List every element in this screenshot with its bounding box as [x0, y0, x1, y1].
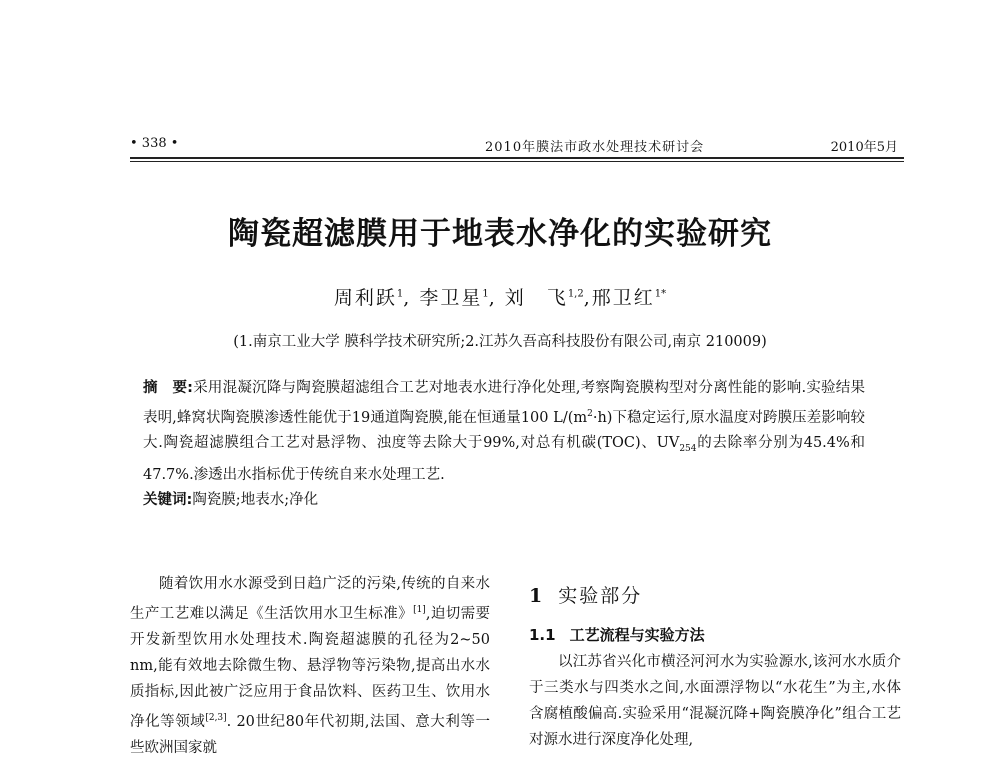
- running-header: [130, 134, 904, 156]
- subsection-heading: [529, 624, 705, 645]
- body-text: . 20世纪80年代初期,法国、意大利等一些欧洲国家就: [130, 713, 490, 756]
- publication-date: 2010年5月: [830, 140, 898, 155]
- abstract-block: [143, 376, 865, 514]
- author-list: 周利跃$^1$, 李卫星$^1$, 刘 飞$^{1,2}$,邢卫红$^{1*}$: [333, 287, 667, 309]
- citation: [1]: [413, 605, 426, 615]
- affiliation: (1.南京工业大学 膜科学技术研究所;2.江苏久吾高科技股份有限公司,南京 210009): [233, 334, 767, 350]
- author-name: 邢卫红: [591, 287, 655, 309]
- author-affiliation-mark: 1: [482, 288, 489, 300]
- section-heading: [529, 581, 642, 608]
- author-name: 李卫星: [419, 287, 483, 309]
- subsection-title: 工艺流程与实验方法: [569, 626, 705, 644]
- section-title: 实验部分: [558, 585, 643, 607]
- conference-name: 2010年膜法市政水处理技术研讨会: [485, 140, 705, 155]
- abstract-paragraph: [143, 376, 865, 488]
- subsection-number: 1.1: [529, 626, 556, 644]
- abstract-label: 摘 要:: [143, 380, 193, 396]
- author-affiliation-mark: 1,2: [567, 288, 584, 300]
- abstract-text: 的去除率分别为45.4%和47.7%.渗透出水指标优于传统自来水处理工艺.: [143, 435, 866, 483]
- uv-subscript: 254: [679, 443, 697, 454]
- abstract-text: ·h)下稳定运行,原水温度对跨膜压差影响较大.陶瓷超滤膜组合工艺对悬浮物、浊度等去除大于99%,对总有机碳(TOC)、UV: [143, 409, 865, 452]
- method-paragraph: 以江苏省兴化市横泾河河水为实验源水,该河水水质介于三类水与四类水之间,水面漂浮物以“水花生”为主,水体含腐植酸偏高.实验采用“混凝沉降+陶瓷膜净化”组合工艺对源水进行深度净化处理,: [529, 654, 901, 748]
- paper-title: 陶瓷超滤膜用于地表水净化的实验研究: [228, 216, 772, 252]
- header-rule-thick: [130, 157, 904, 159]
- keywords-label: 关键词:: [143, 492, 193, 509]
- page-number: • 338 •: [130, 136, 179, 151]
- section-number: 1: [529, 585, 545, 607]
- keywords: [143, 488, 865, 514]
- unit-superscript: 2: [587, 408, 593, 419]
- author-affiliation-mark: 1*: [654, 288, 667, 300]
- abstract-text: 采用混凝沉降与陶瓷膜超滤组合工艺对地表水进行净化处理,考察陶瓷膜构型对分离性能的影响.实验结果表明,蜂窝状陶瓷膜渗透性能优于19通道陶瓷膜,能在恒通量100 L/(m: [143, 380, 865, 426]
- header-rule-thin: [130, 161, 904, 162]
- left-column: [130, 571, 490, 761]
- right-column: [529, 649, 901, 753]
- author-affiliation-mark: 1: [396, 288, 404, 300]
- body-text: ,迫切需要开发新型饮用水处理技术.陶瓷超滤膜的孔径为2~50 nm,能有效地去除微生物、悬浮物等污染物,提高出水水质指标,因此被广泛应用于食品饮料、医药卫生、饮用水净化等领域: [130, 605, 491, 730]
- author-name: 刘 飞: [504, 287, 568, 309]
- citation: [2,3]: [205, 712, 227, 723]
- keywords-text: 陶瓷膜;地表水;净化: [192, 492, 319, 509]
- body-text: 随着饮用水水源受到日趋广泛的污染,传统的自来水生产工艺难以满足《生活饮用水卫生标准》: [130, 576, 490, 622]
- author-name: 周利跃: [333, 287, 397, 309]
- intro-paragraph: [130, 571, 490, 761]
